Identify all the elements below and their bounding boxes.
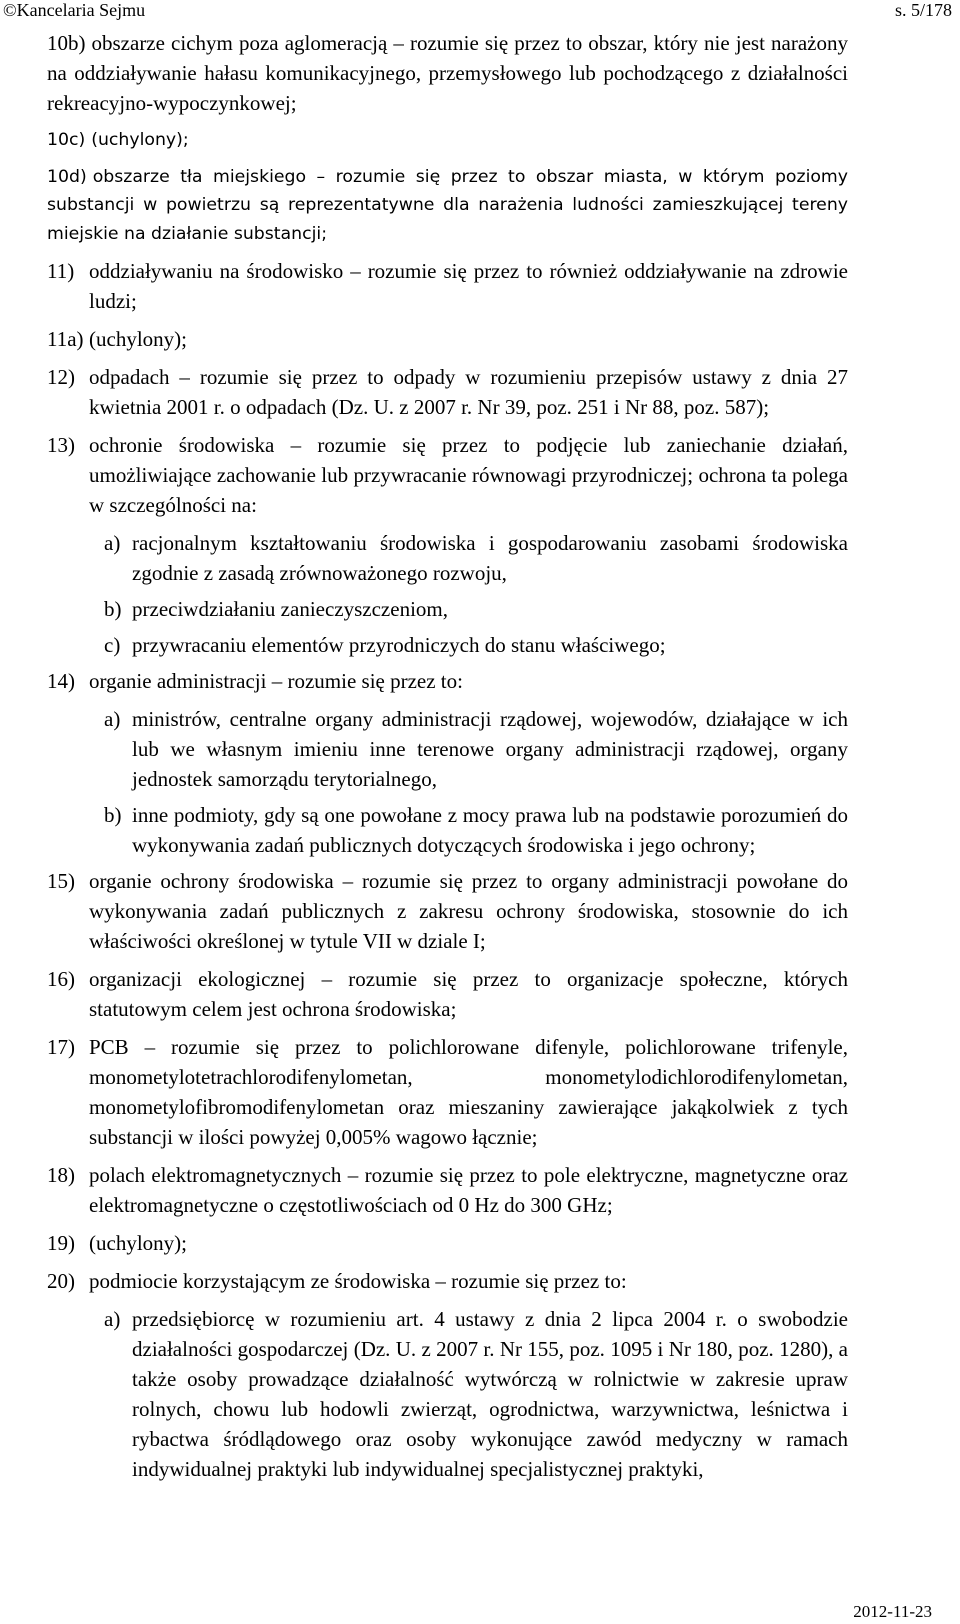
subitem-letter: a) [104,531,121,555]
subitem-letter: b) [104,597,122,621]
item-number: 20) [47,1269,75,1293]
item-text: organie administracji – rozumie się przez to: [89,669,463,693]
definition-20 [47,1266,848,1296]
item-text: oddziaływaniu na środowisko – rozumie się przez to również oddziaływanie na zdrowie ludzi; [89,259,848,313]
subitem-text: inne podmioty, gdy są one powołane z mocy prawa lub na podstawie porozumień do wykonywania zadań publicznych dotyczących środowiska i jego ochrony; [132,803,848,857]
subitem-13c [104,630,848,660]
item-number: 11) [47,259,75,283]
definition-14 [47,666,848,696]
item-text: (uchylony); [89,1231,187,1255]
item-text: (uchylony); [89,327,187,351]
item-text: organie ochrony środowiska – rozumie się przez to organy administracji powołane do wykonywania zadań publicznych z zakresu ochrony środowiska, stosownie do ich właściwości określonej w tytule VII w dziale I; [89,869,848,953]
definition-17 [47,1032,848,1152]
header-page-number: s. 5/178 [894,0,952,20]
item-text: odpadach – rozumie się przez to odpady w rozumieniu przepisów ustawy z dnia 27 kwietnia 2001 r. o odpadach (Dz. U. z 2007 r. Nr 39, poz. 251 i Nr 88, poz. 587); [89,365,848,419]
definition-11 [47,256,848,316]
item-text: (uchylony); [91,130,189,150]
item-number: 17) [47,1035,75,1059]
item-number: 10b) [47,31,86,55]
item-number: 10c) [47,130,86,150]
item-text: organizacji ekologicznej – rozumie się przez to organizacje społeczne, których statutowym celem jest ochrona środowiska; [89,967,848,1021]
item-number: 14) [47,669,75,693]
item-number: 10d) [47,166,87,187]
subitem-text: przywracaniu elementów przyrodniczych do stanu właściwego; [132,633,666,657]
item-text: ochronie środowiska – rozumie się przez to podjęcie lub zaniechanie działań, umożliwiające zachowanie lub przywracanie równowagi przyrodniczej; ochrona ta polega w szczególności na: [89,433,848,517]
subitem-text: przedsiębiorcę w rozumieniu art. 4 ustawy z dnia 2 lipca 2004 r. o swobodzie działalności gospodarczej (Dz. U. z 2007 r. Nr 155, poz. 1095 i Nr 180, poz. 1280), a także osoby prowadzące działalność wytwórczą w rolnictwie w zakresie upraw rolnych, chowu lub hodowli zwierząt, ogrodnictwa, warzywnictwa, leśnictwa i rybactwa śródlądowego oraz osoby wykonujące zawód medyczny w ramach indywidualnej praktyki lub indywidualnej specjalistycznej praktyki, [132,1307,848,1481]
item-number: 13) [47,433,75,457]
subitem-text: racjonalnym kształtowaniu środowiska i gospodarowaniu zasobami środowiska zgodnie z zasadą zrównoważonego rozwoju, [132,531,848,585]
item-number: 18) [47,1163,75,1187]
item-text: podmiocie korzystającym ze środowiska – rozumie się przez to: [89,1269,627,1293]
item-text: PCB – rozumie się przez to polichlorowane difenyle, polichlorowane trifenyle, monometylotetrachlorodifenylometan, monometylodichlorodifenylometan, monometylofibromodifenylometan oraz mieszaniny zawierające jakąkolwiek z tych substancji w ilości powyżej 0,005% wagowo łącznie; [89,1035,848,1149]
definition-10d [47,163,848,249]
item-text: polach elektromagnetycznych – rozumie się przez to pole elektryczne, magnetyczne oraz elektromagnetyczne o częstotliwościach od 0 Hz do 300 GHz; [89,1163,848,1217]
definition-10c [47,126,848,155]
subitem-letter: b) [104,803,122,827]
definition-11a [47,324,848,354]
document-body [47,28,848,1490]
definition-18 [47,1160,848,1220]
subitem-text: ministrów, centralne organy administracji rządowej, wojewodów, działające w ich lub we własnym imieniu inne terenowe organy administracji rządowej, organy jednostek samorządu terytorialnego, [132,707,848,791]
subitem-14a [104,704,848,794]
footer-date: 2012-11-23 [853,1602,932,1621]
item-number: 11a) [47,327,84,351]
subitem-letter: a) [104,1307,121,1331]
item-number: 12) [47,365,75,389]
definition-19 [47,1228,848,1258]
subitem-13b [104,594,848,624]
subitem-text: przeciwdziałaniu zanieczyszczeniom, [132,597,448,621]
subitem-13a [104,528,848,588]
subitem-letter: a) [104,707,121,731]
definition-10b [47,28,848,118]
item-text: obszarze tła miejskiego – rozumie się przez to obszar miasta, w którym poziomy substancji w powietrzu są reprezentatywne dla narażenia ludności zamieszkującej tereny miejskie na działanie substancji; [47,166,848,244]
definition-12 [47,362,848,422]
subitem-14b [104,800,848,860]
definition-13 [47,430,848,520]
definition-15 [47,866,848,956]
subitem-20a [104,1304,848,1484]
header-source: ©Kancelaria Sejmu [3,0,146,20]
item-text: obszarze cichym poza aglomeracją – rozumie się przez to obszar, który nie jest narażony na oddziaływanie hałasu komunikacyjnego, przemysłowego lub pochodzącego z działalności rekreacyjno-wypoczynkowej; [47,31,848,115]
item-number: 16) [47,967,75,991]
subitem-letter: c) [104,633,121,657]
item-number: 19) [47,1231,75,1255]
definition-16 [47,964,848,1024]
item-number: 15) [47,869,75,893]
